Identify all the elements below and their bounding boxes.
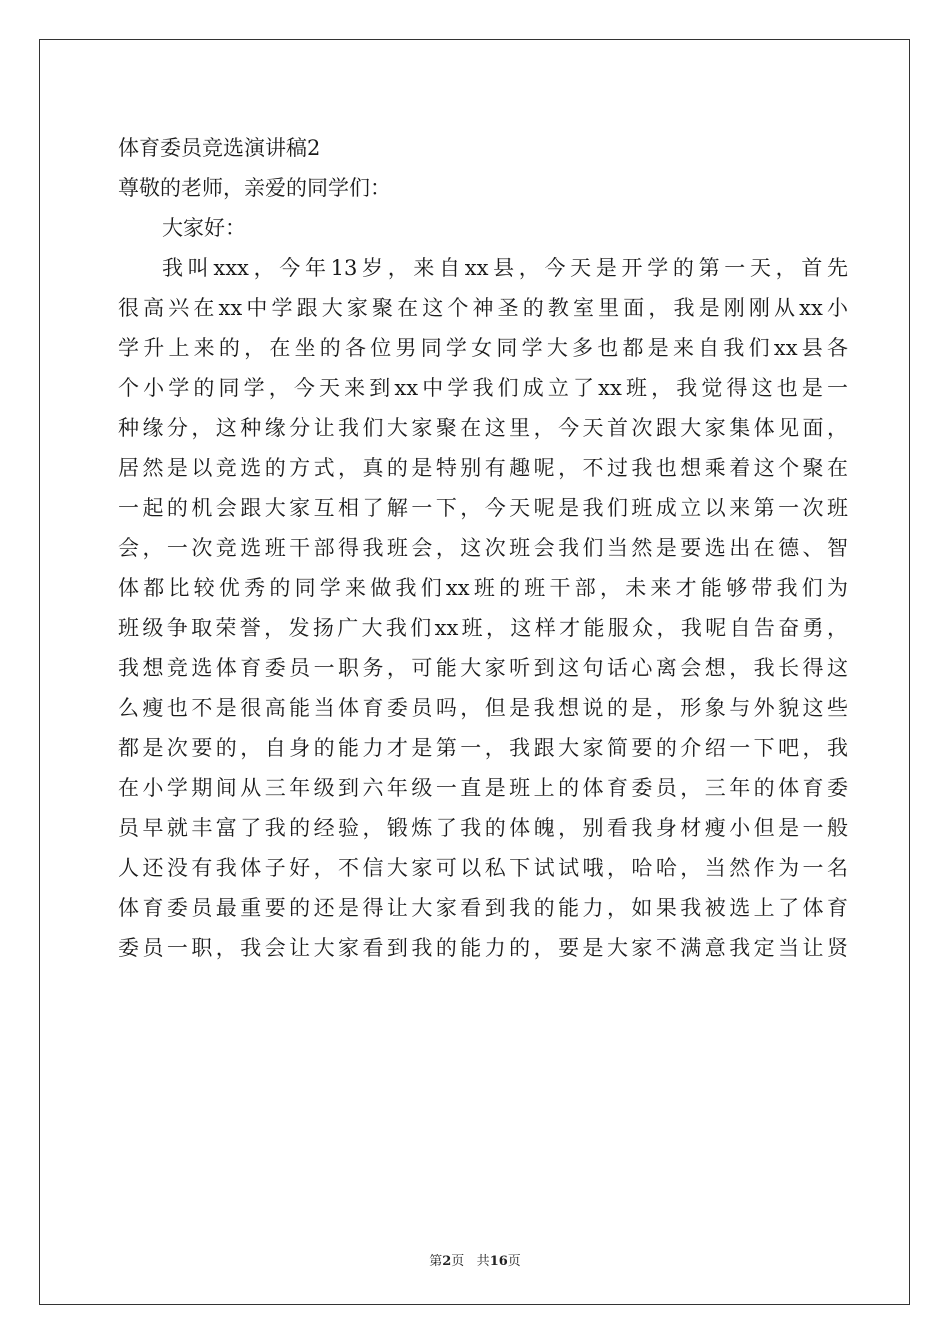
body-line: 会，一次竞选班干部得我班会，这次班会我们当然是要选出在德、智: [118, 536, 848, 560]
page-footer: [0, 1250, 950, 1269]
greeting: 大家好：: [162, 216, 246, 240]
body-line: 很高兴在xx中学跟大家聚在这个神圣的教室里面，我是刚刚从xx小: [118, 296, 848, 320]
body-line: 都是次要的，自身的能力才是第一，我跟大家简要的介绍一下吧，我: [118, 736, 848, 760]
body-line: 么瘦也不是很高能当体育委员吗，但是我想说的是，形象与外貌这些: [118, 696, 848, 720]
body-line: 体都比较优秀的同学来做我们xx班的班干部，未来才能够带我们为: [118, 576, 848, 600]
body-line: 一起的机会跟大家互相了解一下，今天呢是我们班成立以来第一次班: [118, 496, 848, 520]
body-line: 我想竞选体育委员一职务，可能大家听到这句话心离会想，我长得这: [118, 656, 848, 680]
body-line: 员早就丰富了我的经验，锻炼了我的体魄，别看我身材瘦小但是一般: [118, 816, 848, 840]
body-line: 学升上来的，在坐的各位男同学女同学大多也都是来自我们xx县各: [118, 336, 848, 360]
page-number: 2: [442, 1254, 452, 1269]
body-line: 种缘分，这种缘分让我们大家聚在这里，今天首次跟大家集体见面，: [118, 416, 848, 440]
body-line: 个小学的同学，今天来到xx中学我们成立了xx班，我觉得这也是一: [118, 376, 848, 400]
footer-page-suffix: 页: [451, 1254, 465, 1269]
salutation: 尊敬的老师，亲爱的同学们：: [118, 176, 391, 200]
body-line: 我叫xxx，今年13岁，来自xx县，今天是开学的第一天，首先: [162, 256, 848, 280]
document-body: [118, 128, 848, 968]
footer-total-prefix: 共: [476, 1254, 490, 1269]
body-line: 委员一职，我会让大家看到我的能力的，要是大家不满意我定当让贤: [118, 936, 848, 960]
body-line: 人还没有我体子好，不信大家可以私下试试哦，哈哈，当然作为一名: [118, 856, 848, 880]
document-title: 体育委员竞选演讲稿2: [118, 136, 321, 160]
body-line: 居然是以竞选的方式，真的是特别有趣呢，不过我也想乘着这个聚在: [118, 456, 848, 480]
total-pages: 16: [489, 1254, 508, 1269]
footer-total-suffix: 页: [507, 1254, 521, 1269]
body-line: 在小学期间从三年级到六年级一直是班上的体育委员，三年的体育委: [118, 776, 848, 800]
body-line: 体育委员最重要的还是得让大家看到我的能力，如果我被选上了体育: [118, 896, 848, 920]
body-line: 班级争取荣誉，发扬广大我们xx班，这样才能服众，我呢自告奋勇，: [118, 616, 848, 640]
footer-prefix: 第: [429, 1254, 443, 1269]
